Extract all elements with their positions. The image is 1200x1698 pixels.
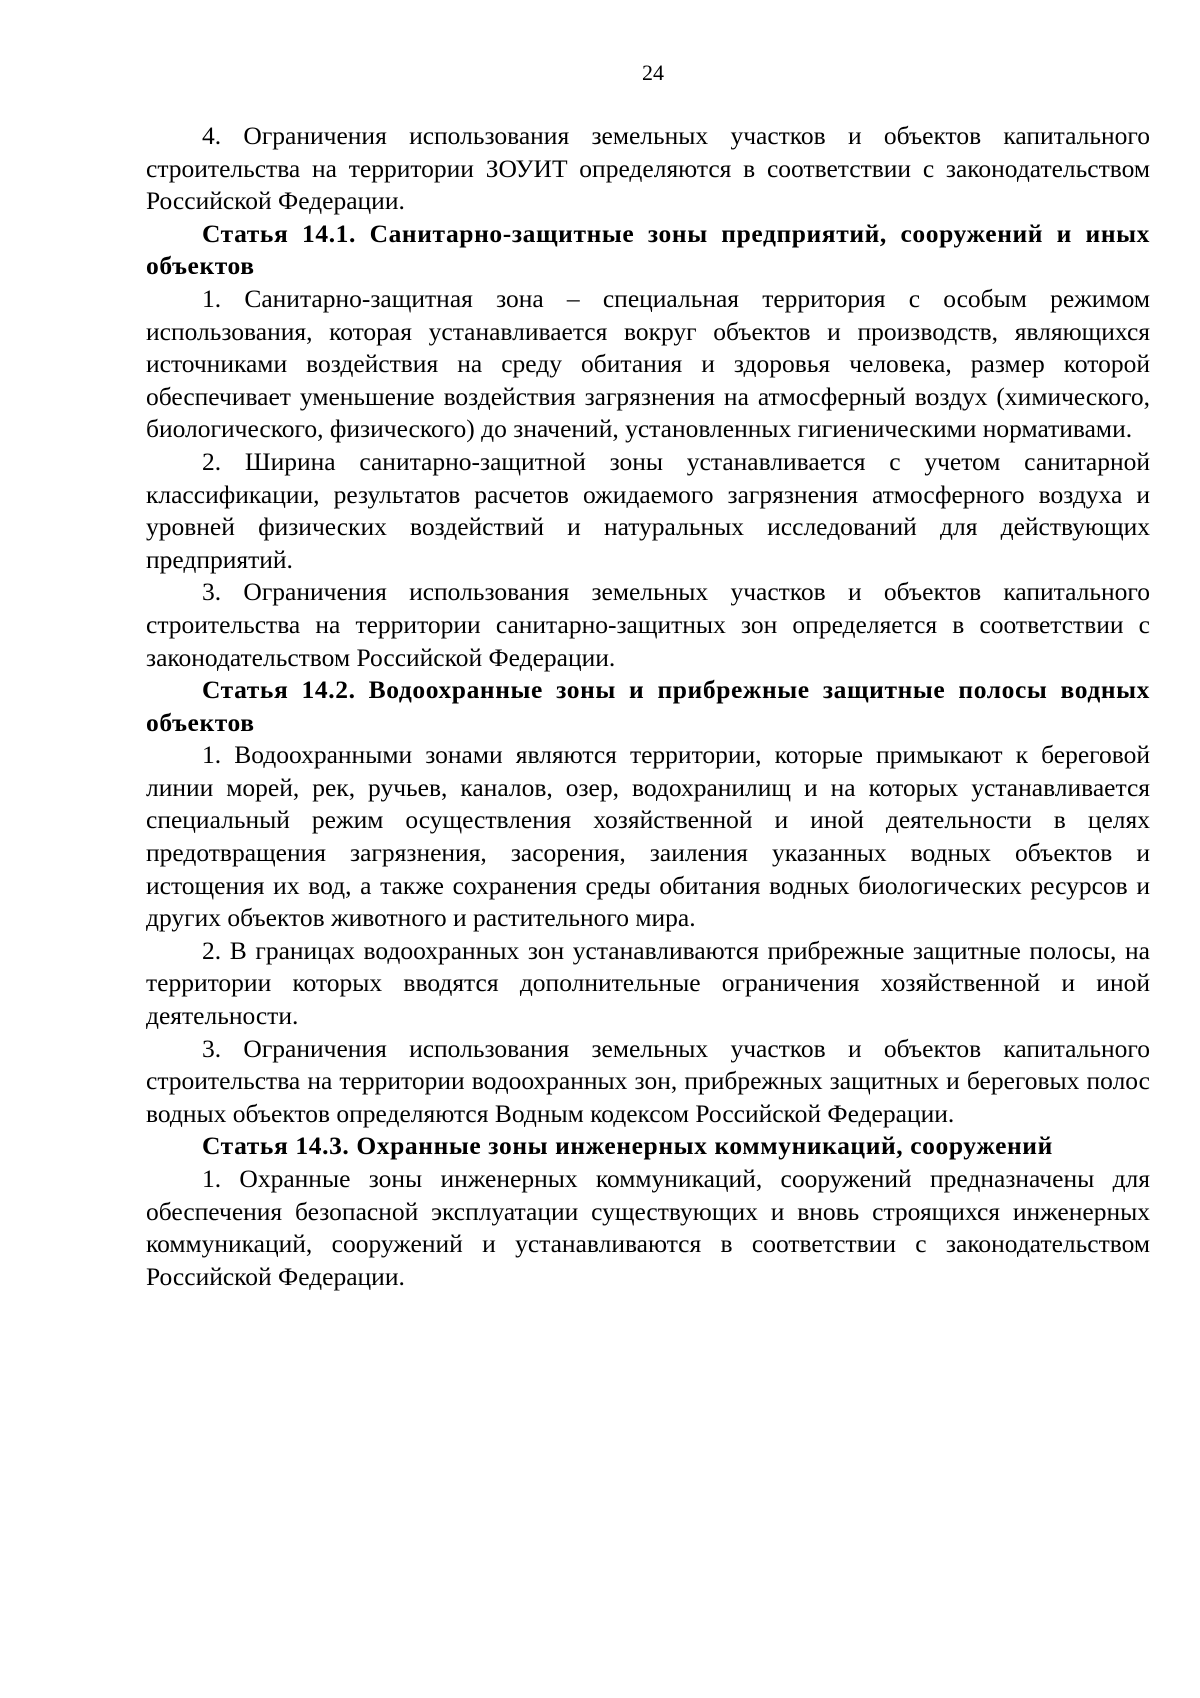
article-14-2 xyxy=(146,674,1150,1130)
article-14-1-paragraph-2: 2. Ширина санитарно-защитной зоны устанавливается с учетом санитарной классификации, результатов расчетов ожидаемого загрязнения атмосферного воздуха и уровней физических воздействий и натуральных исследований для действующих предприятий. xyxy=(146,446,1150,574)
article-14-2-paragraph-2: 2. В границах водоохранных зон устанавливаются прибрежные защитные полосы, на территории которых вводятся дополнительные ограничения хозяйственной и иной деятельности. xyxy=(146,935,1150,1031)
article-14-1-paragraph-3: 3. Ограничения использования земельных участков и объектов капитального строительства на территории санитарно-защитных зон определяется в соответствии с законодательством Российской Федерации. xyxy=(146,577,1150,672)
article-14-2-paragraph-1: 1. Водоохранными зонами являются территории, которые примыкают к береговой линии морей, рек, ручьев, каналов, озер, водохранилищ и на которых устанавливается специальный режим осуществления хозяйственной и иной деятельности в целях предотвращения загрязнения, засорения, заиления указанных водных объектов и истощения их вод, а также сохранения среды обитания водных биологических ресурсов и других объектов животного и растительного мира. xyxy=(146,740,1150,933)
article-14-3 xyxy=(146,1130,1150,1293)
article-14-3-title: Статья 14.3. Охранные зоны инженерных коммуникаций, сооружений xyxy=(202,1131,1053,1161)
article-14-1 xyxy=(146,218,1150,674)
article-14-3-paragraph-1: 1. Охранные зоны инженерных коммуникаций, сооружений предназначены для обеспечения безопасной эксплуатации существующих и вновь строящихся инженерных коммуникаций, сооружений и устанавливаются в соответствии с законодательством Российской Федерации. xyxy=(146,1164,1150,1291)
paragraph-intro-4: 4. Ограничения использования земельных участков и объектов капитального строительства на территории ЗОУИТ определяются в соответствии с законодательством Российской Федерации. xyxy=(146,121,1150,216)
article-14-2-paragraph-3: 3. Ограничения использования земельных участков и объектов капитального строительства на территории водоохранных зон, прибрежных защитных и береговых полос водных объектов определяются Водным кодексом Российской Федерации. xyxy=(146,1033,1150,1128)
document-page xyxy=(146,58,1150,1293)
article-14-1-paragraph-1: 1. Санитарно-защитная зона – специальная территория с особым режимом использования, которая устанавливается вокруг объектов и производств, являющихся источниками воздействия на среду обитания и здоровья человека, размер которой обеспечивает уменьшение воздействия загрязнения на атмосферный воздух (химического, биологического, физического) до значений, установленных гигиеническими нормативами. xyxy=(146,283,1150,444)
article-14-1-title: Статья 14.1. Санитарно-защитные зоны предприятий, сооружений и иных объектов xyxy=(146,218,1150,281)
page-number: 24 xyxy=(642,60,664,85)
article-14-2-title: Статья 14.2. Водоохранные зоны и прибрежные защитные полосы водных объектов xyxy=(146,675,1150,737)
